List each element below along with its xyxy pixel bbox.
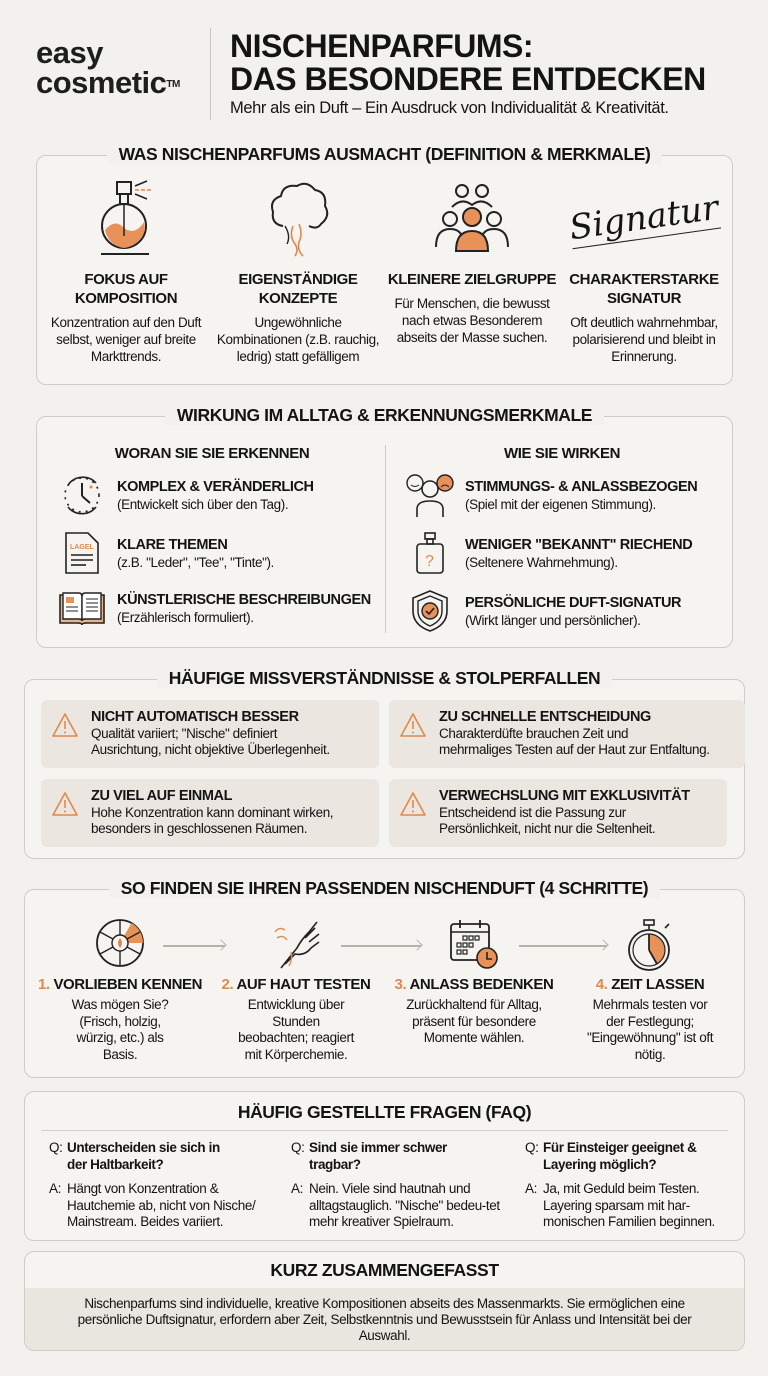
- effect-text: (Erzählerisch formuliert).: [117, 609, 254, 625]
- faq-question: Für Einsteiger geeignet & Layering möglich?: [543, 1140, 697, 1172]
- feature-text: Für Menschen, die bewusst nach etwas Besonderem abseits der Masse suchen.: [394, 296, 550, 345]
- warning-icon: [51, 708, 91, 760]
- header: [0, 0, 768, 140]
- pitfall-text: Entscheidend ist die Passung zur: [439, 805, 626, 820]
- section-title: SO FINDEN SIE IHREN PASSENDEN NISCHENDUFT (4 SCHRITTE): [109, 878, 660, 898]
- pitfall-text: Qualität variiert; "Nische" definiert: [91, 726, 278, 741]
- arrow-connector: [163, 945, 225, 947]
- effect-row: [57, 473, 314, 517]
- effects-section: [36, 405, 733, 648]
- effect-row: [405, 473, 697, 517]
- step-text: Was mögen Sie? (Frisch, holzig, würzig, etc.) als Basis.: [71, 997, 169, 1062]
- faq-answer: Nein. Viele sind hautnah und alltagstauglich. "Nische" bedeu-tet mehr kreativer Spielraum.: [309, 1181, 500, 1229]
- stopwatch-icon: [625, 918, 675, 977]
- effect-row: [57, 531, 274, 575]
- pitfall-text: Hohe Konzentration kann dominant wirken,: [91, 805, 334, 820]
- scent-wheel-icon: [95, 918, 145, 973]
- smoke-cloud-icon: [213, 178, 383, 258]
- faq-item: Q: Sind sie immer schwer tragbar? A: Nein. Viele sind hautnah und alltagstauglich. "Nische" bedeu-tet mehr kreativer Spielraum.: [291, 1140, 511, 1231]
- section-title: KURZ ZUSAMMENGEFASST: [270, 1260, 499, 1280]
- warning-icon: [51, 787, 91, 839]
- calendar-clock-icon: [449, 918, 499, 975]
- step-title: 2. AUF HAUT TESTEN: [221, 976, 371, 993]
- feature-title: KLEINERE ZIELGRUPPE: [387, 271, 557, 288]
- step-text: Zurückhaltend für Alltag, präsent für besondere Momente wählen.: [406, 997, 542, 1045]
- definition-section: [36, 144, 733, 385]
- feature-item: [387, 178, 557, 346]
- feature-title: CHARAKTERSTARKE SIGNATUR: [569, 271, 719, 307]
- step-title: 3. ANLASS BEDENKEN: [394, 976, 554, 993]
- step-text: Mehrmals testen vor der Festlegung; "Eingewöhnung" ist oft nötig.: [586, 997, 714, 1062]
- feature-text: Oft deutlich wahrnehmbar, polarisierend und bleibt in Erinnerung.: [570, 315, 718, 364]
- group-icon: [387, 178, 557, 258]
- effect-text: (Seltenere Wahrnehmung).: [465, 554, 618, 570]
- arrow-connector: [519, 945, 607, 947]
- faq-question: Sind sie immer schwer tragbar?: [309, 1140, 447, 1172]
- faq-answer: Hängt von Konzentration & Hautchemie ab, nicht von Nische/ Mainstream. Beides variiert.: [67, 1181, 256, 1229]
- warning-icon: [399, 787, 439, 839]
- summary-section: [24, 1251, 745, 1351]
- feature-title: EIGENSTÄNDIGE KONZEPTE: [238, 271, 358, 307]
- effect-text: (Entwickelt sich über den Tag).: [117, 496, 289, 512]
- shield-check-icon: [405, 589, 455, 633]
- feature-item: [213, 178, 383, 365]
- effect-title: KÜNSTLERISCHE BESCHREIBUNGEN: [117, 591, 371, 608]
- step-title: 4. ZEIT LASSEN: [595, 976, 705, 993]
- svg-text:LAGEL: LAGEL: [70, 544, 94, 551]
- warning-icon: [399, 708, 439, 760]
- pitfall-text: mehrmaliges Testen auf der Haut zur Entfaltung.: [439, 742, 710, 757]
- pitfall-card: [41, 700, 379, 768]
- effect-title: WENIGER "BEKANNT" RIECHEND: [465, 536, 693, 553]
- column-heading-effect: WIE SIE WIRKEN: [503, 445, 621, 462]
- page-title: [230, 30, 706, 96]
- section-title: HÄUFIG GESTELLTE FRAGEN (FAQ): [237, 1102, 532, 1122]
- faq-answer: Ja, mit Geduld beim Testen. Layering sparsam mit har-monischen Familien beginnen.: [543, 1181, 715, 1229]
- effect-text: (Wirkt länger und persönlicher).: [465, 612, 641, 628]
- svg-text:?: ?: [425, 553, 434, 570]
- logo-line2: cosmetic: [36, 65, 167, 100]
- brand-logo: [36, 35, 180, 100]
- pitfall-title: ZU SCHNELLE ENTSCHEIDUNG: [439, 709, 651, 725]
- effect-title: KOMPLEX & VERÄNDERLICH: [117, 478, 314, 495]
- pitfalls-section: [24, 668, 745, 859]
- signature-icon: Signatur: [566, 187, 721, 248]
- clock-cycle-icon: [57, 473, 107, 517]
- header-divider: [210, 28, 211, 120]
- effect-text: (Spiel mit der eigenen Stimmung).: [465, 496, 656, 512]
- pitfall-card: [389, 700, 745, 768]
- section-title: HÄUFIGE MISSVERSTÄNDNISSE & STOLPERFALLEN: [157, 668, 613, 688]
- feature-text: Konzentration auf den Duft selbst, weniger auf breite Markttrends.: [50, 315, 202, 364]
- effect-title: KLARE THEMEN: [117, 536, 228, 553]
- open-book-icon: [57, 589, 107, 627]
- title-line1: NISCHENPARFUMS:: [230, 28, 534, 64]
- column-divider: [385, 445, 386, 633]
- step-item: [35, 976, 205, 1063]
- step-text: Entwicklung über Stunden beobachten; reagiert mit Körperchemie.: [238, 997, 354, 1062]
- pitfall-title: VERWECHSLUNG MIT EXKLUSIVITÄT: [439, 788, 690, 804]
- effect-title: PERSÖNLICHE DUFT-SIGNATUR: [465, 594, 682, 611]
- feature-text: Ungewöhnliche Kombinationen (z.B. rauchig, ledrig) statt gefälligem: [216, 315, 380, 364]
- summary-text: Nischenparfums sind individuelle, kreative Kompositionen abseits des Massenmarkts. Sie ermöglichen eine persönliche Duftsignatur, erfordern aber Zeit, Selbstkenntnis und Bewusstsein für Anlass und Intensität bei der Auswahl.: [25, 1288, 744, 1350]
- faq-section: [24, 1091, 745, 1241]
- faq-item: Q: Für Einsteiger geeignet & Layering möglich? A: Ja, mit Geduld beim Testen. Layering sparsam mit har-monischen Familien beginnen.: [525, 1140, 735, 1231]
- feature-item: [41, 178, 211, 365]
- pitfall-text: Ausrichtung, nicht objektive Überlegenheit.: [91, 742, 330, 757]
- pitfall-title: ZU VIEL AUF EINMAL: [91, 788, 233, 804]
- effect-row: [405, 531, 692, 575]
- effect-row: [57, 589, 371, 627]
- steps-section: [24, 878, 745, 1078]
- step-item: [211, 976, 381, 1063]
- section-title: WAS NISCHENPARFUMS AUSMACHT (DEFINITION & MERKMALE): [107, 144, 663, 164]
- wrist-icon: [271, 918, 323, 975]
- effect-title: STIMMUNGS- & ANLASSBEZOGEN: [465, 478, 698, 495]
- title-line2: DAS BESONDERE ENTDECKEN: [230, 61, 706, 97]
- effect-text: (z.B. "Leder", "Tee", "Tinte").: [117, 554, 274, 570]
- perfume-bottle-icon: [41, 178, 211, 258]
- pitfall-card: [41, 779, 379, 847]
- trademark: TM: [166, 79, 180, 90]
- step-item: [565, 976, 735, 1063]
- feature-item: [559, 178, 729, 365]
- pitfall-card: [389, 779, 727, 847]
- feature-title: FOKUS AUF KOMPOSITION: [74, 271, 178, 307]
- step-item: [389, 976, 559, 1047]
- pitfall-title: NICHT AUTOMATISCH BESSER: [91, 709, 299, 725]
- step-title: 1. VORLIEBEN KENNEN: [37, 976, 203, 993]
- pitfall-text: Charakterdüfte brauchen Zeit und: [439, 726, 629, 741]
- section-title: WIRKUNG IM ALLTAG & ERKENNUNGSMERKMALE: [165, 405, 604, 425]
- question-bottle-icon: [405, 531, 455, 575]
- page-subtitle: Mehr als ein Duft – Ein Ausdruck von Individualität & Kreativität.: [230, 99, 669, 117]
- effect-row: [405, 589, 681, 633]
- pitfall-text: besonders in geschlossenen Räumen.: [91, 821, 308, 836]
- faq-divider: [41, 1130, 728, 1131]
- mood-person-icon: [405, 473, 455, 517]
- faq-item: Q: Unterscheiden sie sich in der Haltbarkeit? A: Hängt von Konzentration & Hautchemie ab, nicht von Nische/ Mainstream. Beides variiert.: [49, 1140, 269, 1231]
- faq-question: Unterscheiden sie sich in der Haltbarkeit?: [67, 1140, 220, 1172]
- column-heading-recognize: WORAN SIE SIE ERKENNEN: [114, 445, 310, 462]
- arrow-connector: [341, 945, 421, 947]
- label-document-icon: [57, 531, 107, 575]
- pitfall-text: Persönlichkeit, nicht nur die Seltenheit.: [439, 821, 656, 836]
- logo-line1: easy: [36, 35, 103, 70]
